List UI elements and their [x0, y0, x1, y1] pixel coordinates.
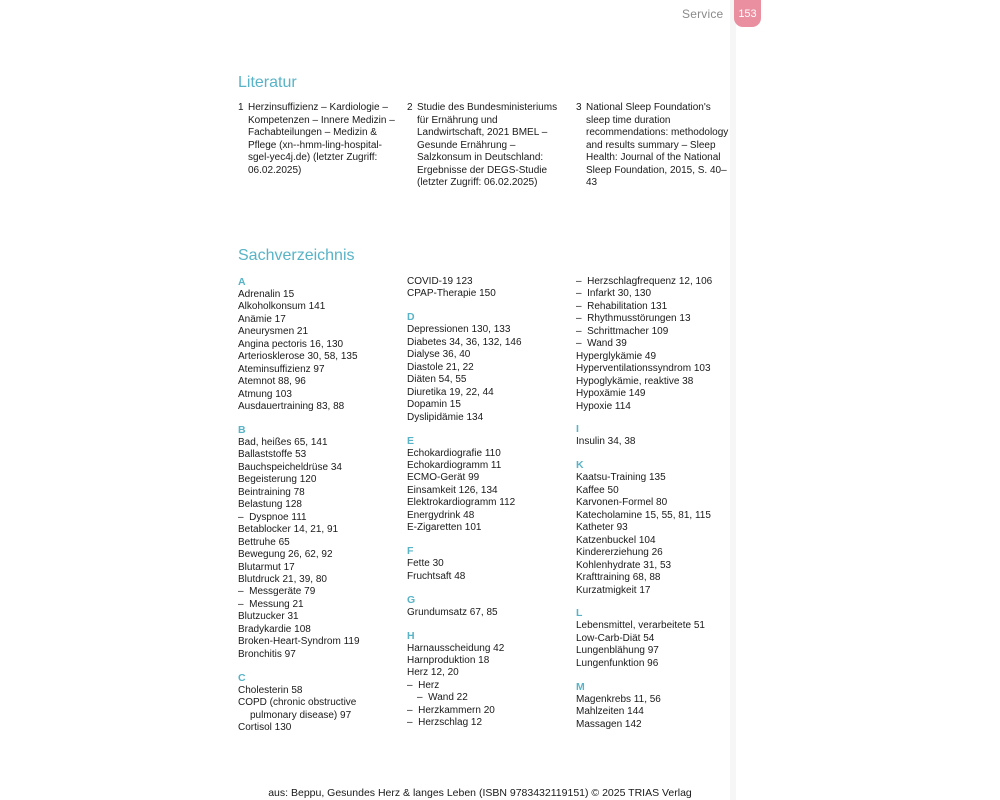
- reference-number: 2: [407, 102, 413, 113]
- index-entry: Dyslipidämie 134: [407, 411, 484, 423]
- index-entry: Bad, heißes 65, 141: [238, 437, 328, 449]
- index-entry: Massagen 142: [576, 718, 642, 730]
- index-entry: Lungenblähung 97: [576, 645, 659, 657]
- index-letter: D: [407, 311, 415, 324]
- index-subentry: – Rehabilitation 131: [576, 301, 736, 313]
- index-letter: M: [576, 680, 585, 693]
- index-entry: Fette 30: [407, 558, 444, 570]
- index-entry: ECMO-Gerät 99: [407, 472, 480, 484]
- index-letter: L: [576, 607, 583, 620]
- index-column-2: [407, 276, 567, 740]
- index-entry: Hypoglykämie, reaktive 38: [576, 375, 694, 387]
- index-entry: Fruchtsaft 48: [407, 570, 466, 582]
- index-group-c: [238, 672, 398, 735]
- index-column-1: [238, 276, 398, 745]
- index-subentry: – Messung 21: [238, 599, 398, 611]
- index-group-k: [576, 459, 736, 597]
- index-entry: Energydrink 48: [407, 509, 475, 521]
- index-subentry: – Dyspnoe 111: [238, 512, 398, 524]
- reference-text: Herzinsuffizienz – Kardiologie – Kompetenzen – Innere Medizin – Fachabteilungen – Medizin & Pflege (xn--hmm-ling-hospital-sgel-yec4j.de) (letzter Zugriff: 06.02.2025): [248, 102, 395, 176]
- index-entry: Atemnot 88, 96: [238, 376, 306, 388]
- index-entry: Broken-Heart-Syndrom 119: [238, 636, 360, 648]
- index-entry: Atmung 103: [238, 388, 292, 400]
- index-entry: Kurzatmigkeit 17: [576, 584, 651, 596]
- index-entry: COVID-19 123: [407, 276, 473, 287]
- index-entry: COPD (chronic obstructive: [238, 697, 357, 709]
- index-entry: Lungenfunktion 96: [576, 657, 659, 669]
- index-subentry: – Herz: [407, 680, 567, 692]
- index-entry: Echokardiogramm 11: [407, 459, 502, 471]
- index-entry: Hypoxie 114: [576, 400, 631, 412]
- index-entry: Katheter 93: [576, 522, 628, 534]
- index-entry: Kohlenhydrate 31, 53: [576, 559, 672, 571]
- index-entry: Blutdruck 21, 39, 80: [238, 574, 327, 586]
- index-letter: I: [576, 423, 579, 436]
- index-entry: Low-Carb-Diät 54: [576, 632, 655, 644]
- index-entry: Ateminsuffizienz 97: [238, 363, 325, 375]
- index-subentry: – Rhythmusstörungen 13: [576, 313, 736, 325]
- index-group-d: [407, 311, 567, 424]
- index-subentry: – Wand 39: [576, 338, 736, 350]
- running-header: Service: [682, 7, 724, 21]
- literature-heading: Literatur: [238, 74, 297, 91]
- index-entry: Aneurysmen 21: [238, 326, 309, 338]
- index-entry-continuation: pulmonary disease) 97: [250, 709, 352, 721]
- index-letter: K: [576, 459, 584, 472]
- index-subentry: – Messgeräte 79: [238, 586, 398, 598]
- index-subentry: – Herzkammern 20: [407, 705, 567, 717]
- index-entry: Kindererziehung 26: [576, 547, 663, 559]
- index-entry: Hyperventilationssyndrom 103: [576, 363, 711, 375]
- index-group-i: [576, 423, 736, 448]
- index-entry: Mahlzeiten 144: [576, 706, 644, 718]
- index-letter: G: [407, 593, 416, 606]
- index-subentry: – Schrittmacher 109: [576, 326, 736, 338]
- index-letter: F: [407, 545, 414, 558]
- index-group-a: [238, 276, 398, 414]
- index-entry: Ballaststoffe 53: [238, 449, 307, 461]
- index-entry: CPAP-Therapie 150: [407, 288, 496, 300]
- index-entry: Elektrokardiogramm 112: [407, 497, 516, 509]
- index-entry: E-Zigaretten 101: [407, 522, 482, 534]
- index-entry: Krafttraining 68, 88: [576, 572, 661, 584]
- index-entry: Blutzucker 31: [238, 611, 299, 623]
- reference-number: 1: [238, 102, 244, 113]
- index-group-b: [238, 424, 398, 661]
- index-entry: Kaffee 50: [576, 484, 619, 496]
- index-letter: H: [407, 629, 415, 642]
- index-entry: Magenkrebs 11, 56: [576, 693, 661, 705]
- index-group-e: [407, 435, 567, 535]
- index-entry: Cortisol 130: [238, 722, 292, 734]
- reference-3: [576, 102, 736, 190]
- reference-number: 3: [576, 102, 582, 113]
- index-entry: Betablocker 14, 21, 91: [238, 524, 339, 536]
- index-entry: Grundumsatz 67, 85: [407, 606, 498, 618]
- index-entry: Kaatsu-Training 135: [576, 472, 666, 484]
- page-number-tab: 153: [734, 0, 761, 27]
- index-entry: Depressionen 130, 133: [407, 324, 511, 336]
- index-entry: Ausdauertraining 83, 88: [238, 401, 345, 413]
- index-group-c-continued: [407, 276, 567, 301]
- index-entry: Insulin 34, 38: [576, 436, 636, 448]
- index-heading: Sachverzeichnis: [238, 247, 355, 264]
- index-entry: Hyperglykämie 49: [576, 350, 657, 362]
- index-entry: Adrenalin 15: [238, 289, 295, 300]
- index-entry: Diastole 21, 22: [407, 361, 474, 373]
- index-entry: Diabetes 34, 36, 132, 146: [407, 336, 522, 348]
- index-subsubentry: – Wand 22: [407, 692, 567, 704]
- source-footer: aus: Beppu, Gesundes Herz & langes Leben (ISBN 9783432119151) © 2025 TRIAS Verlag: [268, 787, 692, 799]
- reference-text: Studie des Bundesministeriums für Ernährung und Landwirtschaft, 2021 BMEL – Gesunde Ernährung – Salzkonsum in Deutschland: Ergebnisse der DEGS-Studie (letzter Zugriff: 06.02.2025): [417, 102, 558, 188]
- index-entry: Diäten 54, 55: [407, 374, 467, 386]
- index-subentry: – Herzschlagfrequenz 12, 106: [576, 276, 736, 288]
- index-group-g: [407, 594, 567, 619]
- index-entry: Bewegung 26, 62, 92: [238, 549, 333, 561]
- index-entry: Begeisterung 120: [238, 474, 317, 486]
- index-entry: Dopamin 15: [407, 399, 461, 411]
- index-entry: Katecholamine 15, 55, 81, 115: [576, 509, 711, 521]
- index-entry: Karvonen-Formel 80: [576, 497, 668, 509]
- index-entry: Arteriosklerose 30, 58, 135: [238, 351, 358, 363]
- reference-text: National Sleep Foundation's sleep time duration recommendations: methodology and results summary – Sleep Health: Journal of the National Sleep Foundation, 2015, S. 40–43: [586, 102, 729, 188]
- reference-2: [407, 102, 567, 190]
- index-entry: Echokardiografie 110: [407, 447, 501, 459]
- index-entry: Lebensmittel, verarbeitete 51: [576, 620, 705, 632]
- index-subentry: – Infarkt 30, 130: [576, 288, 736, 300]
- index-entry: Bettruhe 65: [238, 536, 290, 548]
- index-entry: Belastung 128: [238, 499, 302, 511]
- index-entry: Anämie 17: [238, 313, 286, 325]
- index-group-f: [407, 545, 567, 583]
- index-column-3: [576, 276, 736, 742]
- index-entry: Beintraining 78: [238, 486, 305, 498]
- index-letter: C: [238, 671, 246, 684]
- index-group-h-continued: [576, 276, 736, 413]
- index-letter: E: [407, 434, 415, 447]
- index-entry: Blutarmut 17: [238, 561, 295, 573]
- index-group-m: [576, 681, 736, 731]
- index-entry: Dialyse 36, 40: [407, 349, 471, 361]
- index-group-h: [407, 630, 567, 730]
- index-entry: Hypoxämie 149: [576, 388, 646, 400]
- index-entry: Bradykardie 108: [238, 623, 311, 635]
- reference-1: [238, 102, 398, 177]
- index-entry: Katzenbuckel 104: [576, 534, 656, 546]
- index-subentry: – Herzschlag 12: [407, 717, 567, 729]
- index-entry: Herz 12, 20: [407, 667, 459, 679]
- index-group-l: [576, 607, 736, 670]
- index-entry: Bronchitis 97: [238, 648, 296, 660]
- index-entry: Harnproduktion 18: [407, 655, 490, 667]
- index-entry: Diuretika 19, 22, 44: [407, 386, 494, 398]
- index-entry: Harnausscheidung 42: [407, 642, 505, 654]
- index-entry: Alkoholkonsum 141: [238, 301, 326, 313]
- index-entry: Bauchspeicheldrüse 34: [238, 461, 342, 473]
- index-entry: Angina pectoris 16, 130: [238, 338, 344, 350]
- index-letter: B: [238, 424, 246, 437]
- index-letter: A: [238, 276, 246, 288]
- index-entry: Einsamkeit 126, 134: [407, 484, 498, 496]
- index-entry: Cholesterin 58: [238, 684, 303, 696]
